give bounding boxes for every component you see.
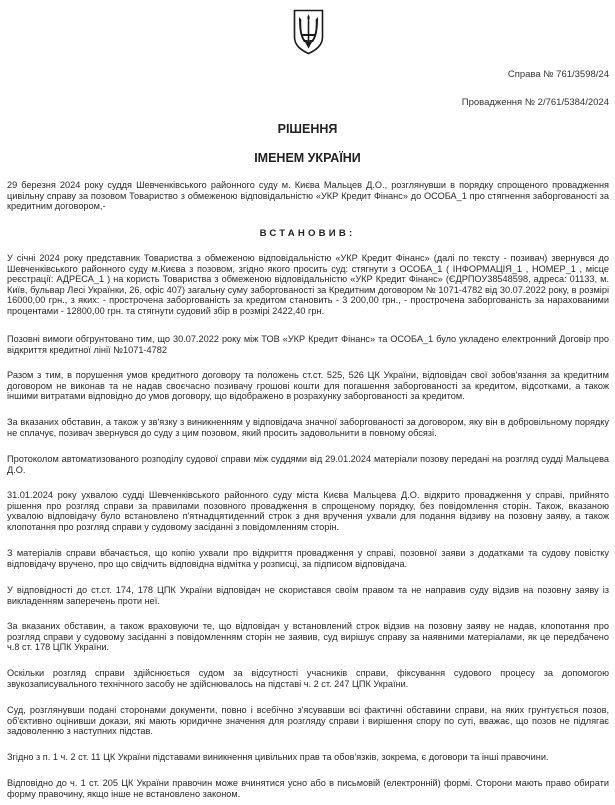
- document-subtitle: ІМЕНЕМ УКРАЇНИ: [254, 151, 361, 165]
- paragraph-2: Позовні вимоги обгрунтовано тим, що 30.07.2022 року між ТОВ «УКР Кредит Фінанс» та ОСОБА_1 було укладено електронний Договір про відкриття кредитної лінії №1071-4782: [7, 334, 609, 355]
- paragraph-12: Згідно з п. 1 ч. 2 ст. 11 ЦК України підставами виникнення цивільних прав та обов'язків, зокрема, є договори та інші правочини.: [7, 752, 549, 762]
- established-heading: ВСТАНОВИВ:: [259, 228, 356, 239]
- case-number: Справа № 761/3598/24: [507, 69, 609, 80]
- paragraph-13: Відповідно до ч. 1 ст. 205 ЦК України правочин може вчинятися усно або в письмовій (електронній) формі. Сторони мають право обирати форму правочину, якщо інше не встановлено законом.: [7, 778, 609, 799]
- paragraph-11: Суд, розглянувши подані сторонами документи, повно і всебічно з'ясувавши всі фактичні обставини справи, на яких грунтується позов, об'єктивно оцінивши докази, які мають юридичне значення для розгляду справи і вирішення спору по суті, вважає, що позов не підлягає задоволенню з наступних підстав.: [7, 705, 609, 737]
- intro-paragraph: 29 березня 2024 року суддя Шевченківського районного суду м. Києва Мальцев Д.О., розглянувши в порядку спрощеного провадження цивільну справу за позовом Товариство з обмеженою відповідальністю «УКР Кредит Фінанс» до ОСОБА_1 про стягнення заборгованості за кредитним договором,-: [7, 180, 609, 212]
- paragraph-6: 31.01.2024 року ухвалою судді Шевченківського районного суду міста Києва Мальцева Д.О. відкрито провадження у справі, прийнято рішення про розгляд справи за правилами позовного провадження в спрощеному порядку, без повідомлення сторін. Також, вказаною ухвалою відповідачу було встановлено п'ятнадцятиденний строк з дня вручення ухвали для подання відзиву на позовну заяву, а також клопотання про розгляд справи у судовому засіданні з повідомленням сторін.: [7, 490, 609, 532]
- proceeding-number: Провадження № 2/761/5384/2024: [461, 97, 609, 108]
- paragraph-5: Протоколом автоматизованого розподілу судової справи між суддями від 29.01.2024 матеріали позову передані на розгляд судді Мальцева Д.О.: [7, 454, 609, 475]
- paragraph-8: У відповідності до ст.ст. 174, 178 ЦПК України відповідач не скористався своїм правом та не направив суду відзив на позовну заяву із викладенням заперечень проти неї.: [7, 585, 609, 606]
- paragraph-10: Оскільки розгляд справи здійснюється судом за відсутності учасників справи, фіксування судового процесу за допомогою звукозаписувального технічного засобу не здійснювалось на підставі ч. 2 ст. 247 ЦПК України.: [7, 668, 609, 689]
- document-title: РІШЕННЯ: [277, 122, 338, 136]
- paragraph-4: За вказаних обставин, а також у зв'язку з виникненням у відповідача значної заборгованості за договором, яку він в добровільному порядку не сплачує, позивач звернувся до суду з цим позовом, який просить задовольнити в повному обсязі.: [7, 417, 609, 438]
- paragraph-1: У січні 2024 року представник Товариства з обмеженою відповідальністю «УКР Кредит Фінанс» (далі по тексту - позивач) звернувся до Шевченківського районного суду м.Києва з позовом, згідно якого просить суд: стягнути з ОСОБА_1 ( ІНФОРМАЦІЯ_1 , НОМЕР_1 , місце реєстрації: АДРЕСА_1 ) на користь Товариства з обмеженою відповідальністю «УКР Кредит Фінанс» (ЄДРПОУ38548598, адреса: 01133, м. Київ, бульвар Лесі Українки, 26, офіс 407) загальну суму заборгованості за Кредитним договором № 1071-4782 від 30.07.2022 року, в розмірі 16000,00 грн., з яких: - прострочена заборгованість за кредитом становить - 3 200,00 грн., - прострочена заборгованість за нарахованими процентами - 12800,00 грн. та стягнути судовий збір в розмірі 2422,40 грн.: [7, 253, 609, 316]
- paragraph-9: За вказаних обставин, а також враховуючи те, що відповідач у встановлений строк відзив на позовну заяву не надав, клопотання про розгляд справи у судовому засіданні з повідомленням сторін не заявив, суд вирішує справу за наявними матеріалами, як це передбачено ч.8 ст. 178 ЦПК України.: [7, 621, 609, 653]
- paragraph-3: Разом з тим, в порушення умов кредитного договору та положень ст.ст. 525, 526 ЦК України, відповідач свої зобов'язання за кредитним договором не виконав та не надав своєчасно позивачу грошові кошти для погашення заборгованості за кредитом, відсотками, а також іншими витратами відповідно до умов договору, що відображено в розрахунку заборгованості за кредитом.: [7, 370, 609, 402]
- paragraph-7: З матеріалів справи вбачається, що копію ухвали про відкриття провадження у справі, позовної заяви з додатками та судову повістку відповідачу вручено, про що свідчить відповідна відмітка у розписці, за підписом відповідача.: [7, 548, 609, 569]
- trident-coat-of-arms-icon: [293, 9, 324, 55]
